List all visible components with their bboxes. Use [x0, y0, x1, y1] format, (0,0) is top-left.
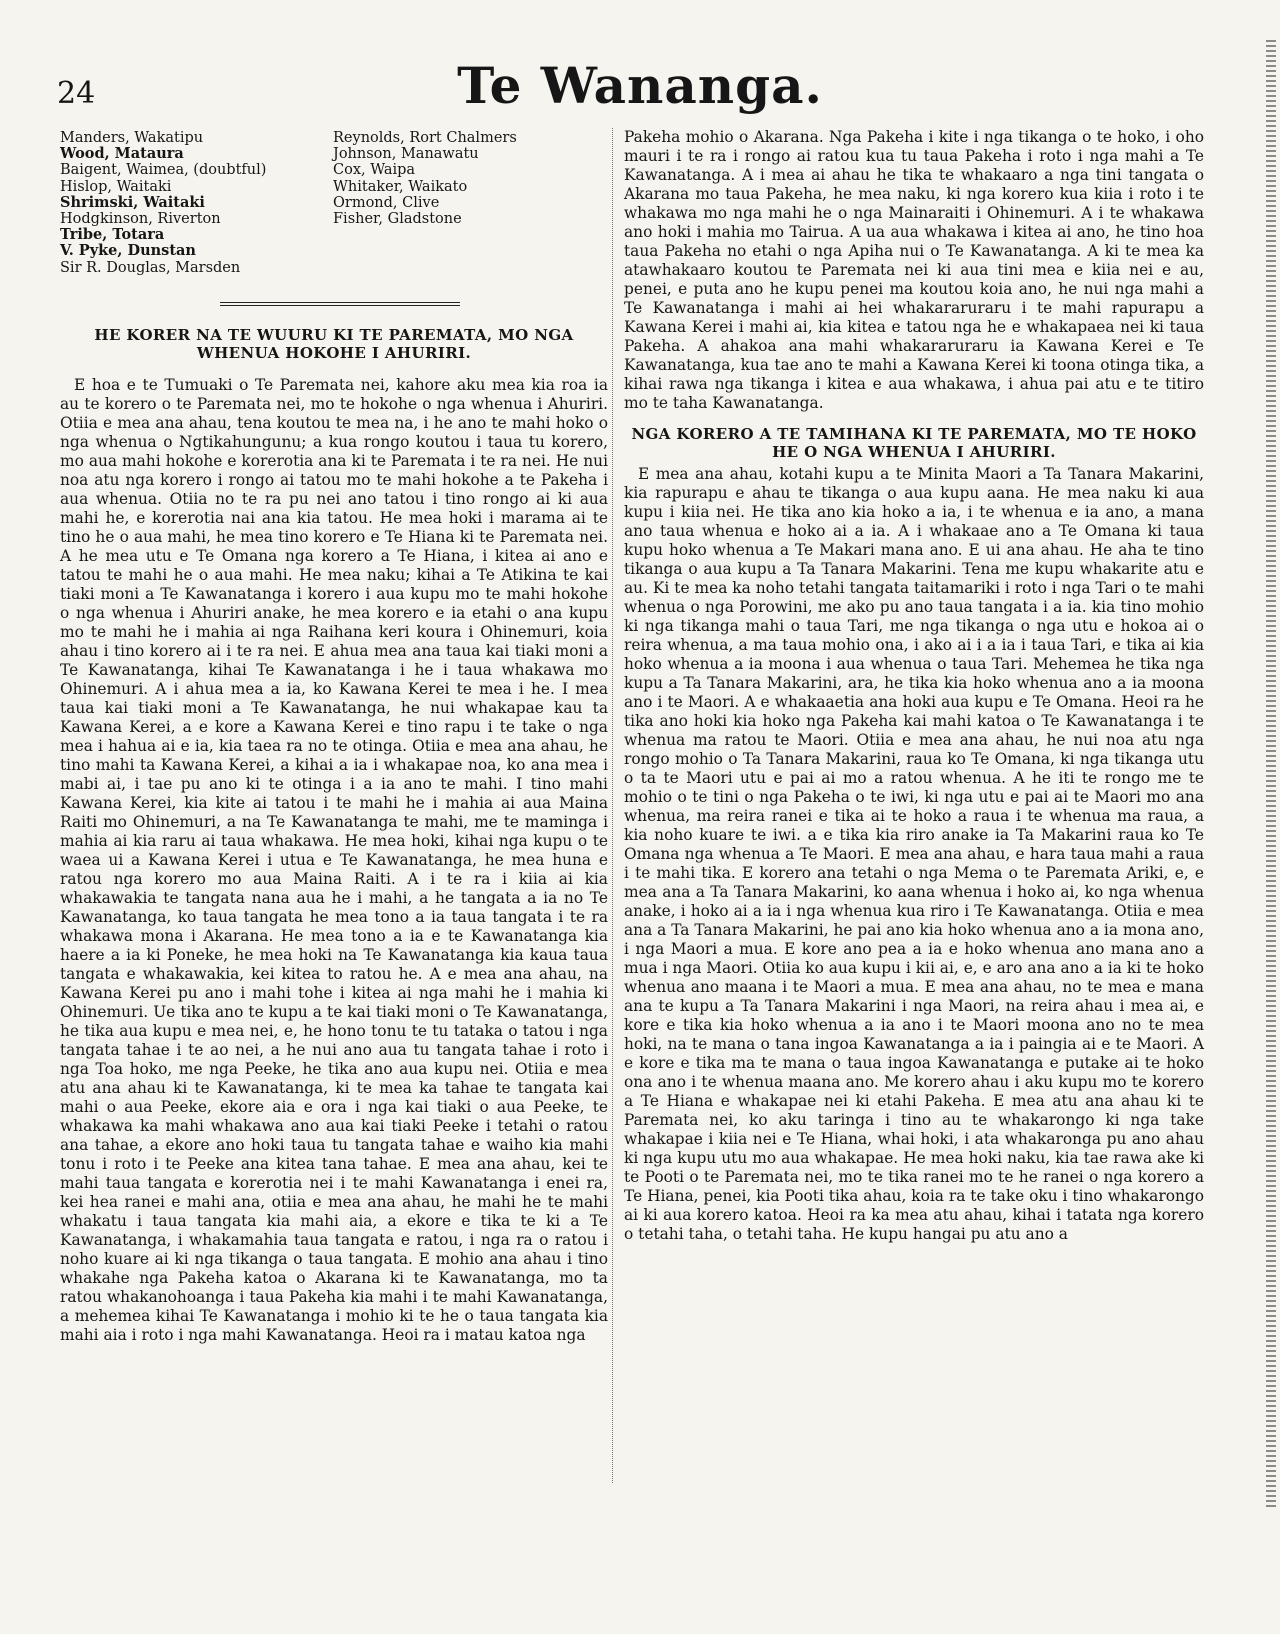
member-entry: Sir R. Douglas, Marsden: [60, 259, 241, 276]
member-entry: Ormond, Clive: [333, 194, 440, 211]
member-entry: Baigent, Waimea, (doubtful): [60, 162, 267, 179]
section-divider: [220, 302, 460, 306]
member-entry: Reynolds, Rort Chalmers: [333, 130, 517, 146]
article-continuation: Pakeha mohio o Akarana. Nga Pakeha i kite i nga tikanga o te hoko, i oho mauri i te ra i rongo ai ratou kua tu taua Pakeha i roto i nga mahi a Te Kawanatanga. A i mea ai ahau he tika te whakaaro a nga tini tangata o Akarana mo taua Pakeha, he mea naku, ki nga korero kua kiia i roto i te whakawa mo nga mahi he o nga Mainaraiti i Ohinemuri. A i te whakawa ano hoki i mahia mo Tairua. A ua aua whakawa i kitea ai ano, he tino hoa taua Pakeha no etahi o nga Apiha nui o Te Kawanatanga. A ki te mea ka atawhakaaro koutou te Paremata nei ki aua tini mea e kiia nei e au, penei, e puta ano he kupu penei ma koutou koia ano, he nui nga mahi a Te Kawanatanga i mahi ai hei whakararuraru i te mahi rapurapu a Kawana Kerei i mahi ai, kia kitea e tatou nga he e whakapaea nei ki taua Pakeha. A ahakoa ana mahi whakararuraru ia Kawana Kerei e Te Kawanatanga, kua tae ano te mahi a Kawana Kerei ki toona otinga tika, a kihai rawa nga tikanga i kitea e aua whakawa, i ahua pai atu e te titiro mo te taha Kawanatanga.: [624, 128, 1204, 412]
column-divider: [612, 128, 613, 1483]
article-heading: NGA KORERO A TE TAMIHANA KI TE PAREMATA, MO TE HOKO HE O NGA WHENUA I AHURIRI.: [631, 425, 1197, 461]
member-entry: Fisher, Gladstone: [333, 211, 462, 228]
member-entry: V. Pyke, Dunstan: [60, 242, 196, 260]
member-entry: Hislop, Waitaki: [60, 178, 172, 195]
article-right-column: [624, 128, 1204, 1244]
article-left-column: [60, 326, 608, 1345]
scan-edge: [1266, 40, 1276, 1510]
member-entry: Cox, Waipa: [333, 162, 416, 179]
member-entry: Wood, Mataura: [60, 145, 184, 163]
article-body: E mea ana ahau, kotahi kupu a te Minita Maori a Ta Tanara Makarini, kia rapurapu e ahau te tikanga o aua kupu aana. He mea naku ki aua kupu i kiia nei. He tika ano kia hoko a ia, i te whenua e ia ano, a mana ano taua whenua e hoko ai a ia. A i whakaae ano a Te Omana ki taua kupu hoko whenua a Te Makari mana ano. E ui ana ahau. He aha te tino tikanga o aua kupu a Ta Tanara Makarini. Tena me kupu whakarite atu e au. Ki te mea ka noho tetahi tangata taitamariki i roto i nga Tari o te mahi whenua o nga Porowini, me ako pu ano taua tangata i a ia. kia tino mohio ki nga tikanga mahi o taua Tari, me nga tikanga o nga utu e hokoa ai o reira whenua, a ma taua mohio ona, i ako ai i a ia i taua Tari, e tika ai kia hoko whenua a ia moona i aua whenua o taua Tari. Mehemea he tika nga kupu a Ta Tanara Makarini, ara, he tika kia hoko whenua ano a ia moona ano i te Maori. A e whakaaetia ana hoki aua kupu e Te Omana. Heoi ra he tika ano hoki kia hoko nga Pakeha kai mahi katoa o Te Kawanatanga i te whenua ma ratou te Maori. Otiia e mea ana ahau, he nui noa atu nga rongo mohio o Ta Tanara Makarini, raua ko Te Omana, ki nga tikanga utu o ta te Maori utu e pai ai mo a ratou whenua. A he iti te rongo me te mohio o te tini o nga Pakeha o te iwi, ki nga utu e pai ai te Maori mo ana whenua, ma reira ranei e tika ai te hoko a raua i te whenua ma raua, a kia noho kuare te iwi. a e tika kia riro anake ia Ta Makarini raua ko Te Omana nga whenua a Te Maori. E mea ana ahau, e hara taua mahi a raua i te mahi tika. E korero ana tetahi o nga Mema o te Paremata Ariki, e, e mea ana a Ta Tanara Makarini, ko aana whenua i hoko ai, ko nga whenua anake, i hoko ai a ia i nga whenua kua riro i Te Kawanatanga. Otiia e mea ana a Ta Tanara Makarini, he pai ano kia hoko whenua ano a ia mona ano, i nga Maori a mua. E kore ano pea a ia e hoko whenua ano mana ano a mua i nga Maori. Otiia ko aua kupu i kii ai, e, e aro ana ano a ia ki te hoko whenua ano maana i te Maori a mua. E mea ana ahau, no te mea e mana ana te kupu a Ta Tanara Makarini i nga Maori, na reira ahau i mea ai, e kore e tika kia hoko whenua a ia ano i te Maori moona ano no te mea hoki, na te mana o tana ingoa Kawanatanga a ia i paingia ai e te Maori. A e kore e tika ma te mana o taua ingoa Kawanatanga e putake ai te hoko ona ano i te whenua maana ano. Me korero ahau i aku kupu mo te korero a Te Hiana e whakapae nei ki etahi Pakeha. E mea atu ana ahau ki te Paremata nei, ko aku taringa i tino au te whakarongo ki nga take whakapae i kiia nei e Te Hiana, whai hoki, i ata whakaronga pu ano ahau ki nga kupu utu mo aua whakapae. He mea hoki naku, kia tae rawa ake ki te Pooti o te Paremata nei, mo te tika ranei mo te he ranei o nga korero a Te Hiana, penei, kia Pooti tika ahau, koia ra te take oku i tino whakarongo ai ki aua korero katoa. Heoi ra ka mea atu ahau, kihai i tatata nga korero o tetahi taha, o tetahi taha. He kupu hangai pu atu ano a: [624, 465, 1204, 1243]
member-entry: Hodgkinson, Riverton: [60, 211, 221, 228]
masthead-title: Te Wananga.: [457, 56, 823, 115]
member-list-left: [60, 130, 320, 276]
member-entry: Tribe, Totara: [60, 226, 165, 244]
member-entry: Manders, Wakatipu: [60, 130, 204, 146]
member-entry: Shrimski, Waitaki: [60, 193, 205, 211]
article-heading: HE KORER NA TE WUURU KI TE PAREMATA, MO NGA WHENUA HOKOHE I AHURIRI.: [94, 326, 574, 362]
member-list-right: [333, 130, 593, 227]
member-entry: Whitaker, Waikato: [333, 178, 468, 195]
member-entry: Johnson, Manawatu: [333, 146, 479, 163]
page-number: 24: [57, 76, 96, 111]
article-body: E hoa e te Tumuaki o Te Paremata nei, kahore aku mea kia roa ia au te korero o te Paremata nei, mo te hokohe o nga whenua i Ahuriri. Otiia e mea ana ahau, tena koutou te mea na, i he ano te mahi hoko o nga whenua o Ngtikahungunu; a kua rongo koutou i taua tu korero, mo aua mahi hokohe e korerotia ana ki te Paremata i te ra nei. He nui noa atu nga korero i rongo ai tatou mo te mahi hokohe a te Pakeha i aua whenua. Otiia no te ra pu nei ano tatou i tino rongo ai ki aua mahi he, e korerotia nai ana kia tatou. He mea hoki i marama ai te tino he o aua mahi, he mea tino korero e Te Hiana ki te Paremata nei. A he mea utu e Te Omana nga korero a Te Hiana, i kitea ai ano e tatou te mahi he o aua mahi. He mea naku; kihai a Te Atikina te kai tiaki moni a Te Kawanatanga i korero i aua kupu mo te mahi hokohe o nga whenua i Ahuriri anake, he mea korero e ia etahi o ana kupu mo te mahi he i mahia ai nga Raihana keri koura i Ohinemuri, koia ahau i tino korero ai i te ra nei. E ahua mea ana taua kai tiaki moni a Te Kawanatanga, kihai Te Kawanatanga i he i taua whakawa mo Ohinemuri. A i ahua mea a ia, ko Kawana Kerei te mea i he. I mea taua kai tiaki moni a Te Kawanatanga, he nui whakapae kau ta Kawana Kerei, a e kore a Kawana Kerei e tino rapu i te take o nga mea i hahua ai e ia, kia taea ra no te otinga. Otiia e mea ana ahau, he tino mahi ta Kawana Kerei, a kihai a ia i whakapae noa, ko ana mea i mabi ai, i tae pu ano ki te otinga i a ia ano te mahi. I tino mahi Kawana Kerei, kia kite ai tatou i te mahi he i mahia ai aua Maina Raiti mo Ohinemuri, a na Te Kawanatanga te mahi, me te maminga i mahia ai kia raru ai taua whakawa. He mea hoki, kihai nga kupu o te waea ui a Kawana Kerei i utua e Te Kawanatanga, he mea huna e ratou nga korero mo aua Maina Raiti. A i te ra i kiia ai kia whakawakia te tangata nana aua he i mahi, a he tangata a ia no Te Kawanatanga, ko taua tangata he mea tono a ia taua tangata i te ra whakawa mona i Akarana. He mea tono a ia e te Kawanatanga kia haere a ia ki Poneke, he mea hoki na Te Kawanatanga kia kaua taua tangata e whakawakia, kei kitea to ratou he. A e mea ana ahau, na Kawana Kerei pu ano i mahi tohe i kitea ai nga mahi he i mahia ki Ohinemuri. Ue tika ano te kupu a te kai tiaki moni o Te Kawanatanga, he tika aua kupu e mea nei, e, he hono tonu te tu tataka o tatou i nga tangata tahae i te ao nei, a he nui ano aua tu tangata tahae i roto i nga Toa hoko, me nga Peeke, he tika ano aua kupu nei. Otiia e mea atu ana ahau ki te Kawanatanga, ki te mea ka tahae te tangata kai mahi o aua Peeke, ekore aia e ora i nga kai tiaki o aua Peeke, te whakawa ka mahi whakawa ano aua kai tiaki Peeke i tetahi o ratou ana tahae, a ekore ano hoki taua tu tangata tahae e waiho kia mahi tonu i roto i te Peeke ana kitea tana tahae. E mea ana ahau, kei te mahi taua tangata e korerotia nei i te mahi Kawanatanga i enei ra, kei hea ranei e mahi ana, otiia e mea ana ahau, he mahi he te mahi whakatu i taua tangata kia mahi aia, a ekore e tika te ki a Te Kawanatanga, i whakamahia taua tangata e ratou, i nga ra o ratou i noho kuare ai ki nga tikanga o taua tangata. E mohio ana ahau i tino whakahe nga Pakeha katoa o Akarana ki te Kawanatanga, mo ta ratou whakanohoanga i taua Pakeha kia mahi i te mahi Kawanatanga, a mehemea kihai Te Kawanatanga i mohio ki te he o taua tangata kia mahi aia i roto i nga mahi Kawanatanga. Heoi ra i matau katoa nga: [60, 376, 608, 1344]
